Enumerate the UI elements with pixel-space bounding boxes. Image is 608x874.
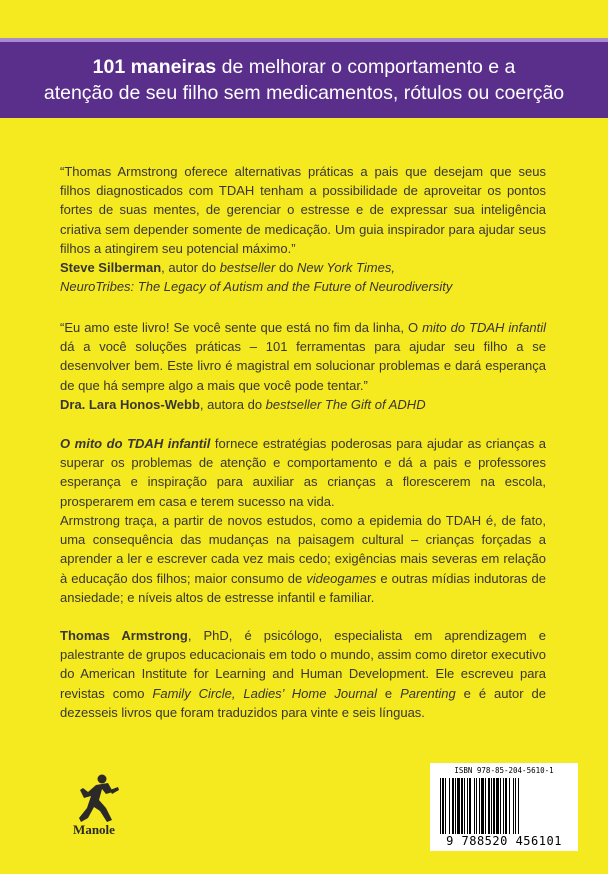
quote-text: “Thomas Armstrong oferece alternativas práticas a pais que desejam que seus filhos diagnosticados com TDAH tenham a possibilidade de aproveitar os pontos fortes de suas mentes, de gerenciar o estresse e de expressar sua inteligência criativa sem depender somente de medicação. Um guia inspirador para ajudar seus filhos a atingirem seu potencial máximo.” (60, 164, 546, 256)
tagline-rest: de melhorar o comportamento e a (216, 56, 516, 78)
publisher-name: Manole (73, 822, 115, 837)
quote-text (60, 318, 546, 395)
barcode-bar (445, 778, 446, 834)
author-name: Thomas Armstrong (60, 628, 188, 643)
barcode-bar (496, 778, 499, 834)
credit-text: , autora do (199, 396, 266, 412)
top-stripe (0, 0, 608, 38)
barcode-bar (503, 778, 504, 834)
paragraph-text (60, 626, 546, 722)
barcode-bar (500, 778, 501, 834)
barcode-bar (481, 778, 484, 834)
paragraph-body: e outras mídias indutoras de ansiedade; e níveis altos de estresse infantil e familiar. (60, 570, 546, 605)
barcode-bar (461, 778, 463, 834)
barcode-bars (440, 778, 568, 834)
credit-text: do (275, 260, 298, 276)
description-paragraph-2 (60, 511, 546, 607)
paragraph-body: e é autor de dezesseis livros que foram traduzidos para vinte e seis línguas. (60, 685, 546, 720)
quote-attribution-line2: NeuroTribes: The Legacy of Autism and the Future of Neurodiversity (60, 279, 453, 295)
quote-attribution (60, 395, 546, 414)
barcode-bar (485, 778, 486, 834)
quote-text-part: “Eu amo este livro! Se você sente que está no fim da linha, O (60, 320, 423, 335)
tagline-bold: 101 maneiras (92, 56, 217, 78)
credit-text: , autor do (161, 260, 220, 276)
barcode-bar (518, 778, 519, 834)
barcode (430, 763, 578, 851)
tagline-line-2: atenção de seu filho sem medicamentos, rótulos ou coerção (43, 82, 565, 104)
magazine-names: Parenting (400, 685, 456, 701)
barcode-bar (449, 778, 450, 834)
barcode-bar (513, 778, 514, 834)
credit-text: bestseller The Gift of ADHD (265, 396, 426, 412)
barcode-bar (505, 778, 507, 834)
barcode-bar (469, 778, 471, 834)
barcode-bar (467, 778, 468, 834)
barcode-bar (455, 778, 456, 834)
paragraph-body: Armstrong traça, a partir de novos estudos, como a epidemia do TDAH é, de fato, uma consequência das mudanças na paisagem cultural – crianças forçadas a aprender a ler e escrever cada vez mais cedo; exigências mais severas em relação à educação dos filhos; maior consumo de (60, 513, 546, 586)
barcode-bar (442, 778, 444, 834)
quote-attribution (60, 258, 546, 277)
paragraph-body: e (377, 685, 401, 701)
tagline-banner (0, 38, 608, 118)
barcode-bar (440, 778, 441, 834)
author-bio (60, 626, 546, 722)
paragraph-text (60, 511, 546, 607)
barcode-bar (474, 778, 475, 834)
paragraph-body: , PhD, é psicólogo, especialista em aprendizagem e palestrante de grupos educacionais em todo o mundo, assim como diretor executivo do American Institute for Learning and Human Development. Ele escreveu para revistas como (60, 628, 547, 701)
barcode-bar (464, 778, 465, 834)
barcode-bar (452, 778, 454, 834)
paragraph-text (60, 434, 546, 511)
barcode-bar (488, 778, 490, 834)
quote-book-title: mito do TDAH infantil (422, 320, 546, 335)
quote-author: Dra. Lara Honos-Webb (60, 396, 200, 412)
description-paragraph-1 (60, 434, 546, 511)
barcode-bar (509, 778, 510, 834)
tagline-line-1 (0, 54, 608, 80)
quote-author: Steve Silberman (60, 260, 162, 276)
barcode-bar (479, 778, 480, 834)
paragraph-emphasis: videogames (306, 570, 377, 586)
magazine-names: Family Circle, Ladies’ Home Journal (152, 685, 378, 701)
barcode-bar (476, 778, 477, 834)
barcode-bar (457, 778, 460, 834)
credit-text: New York Times, (297, 260, 395, 276)
quote-honos-webb (60, 318, 546, 414)
barcode-bar (493, 778, 495, 834)
isbn-label: ISBN 978-85-204-5610-1 (454, 766, 554, 775)
barcode-number: 9 788520 456101 (446, 834, 562, 848)
quote-silberman (60, 162, 546, 296)
quote-text-part: dá a você soluções práticas – 101 ferramentas para ajudar seu filho a se desenvolver bem. Este livro é magistral em solucionar problemas e dará esperança de que há sempre algo a mais que você pode tentar.” (60, 339, 546, 393)
book-title: O mito do TDAH infantil (60, 436, 211, 451)
barcode-bar (515, 778, 516, 834)
paragraph-body: fornece estratégias poderosas para ajudar as crianças a superar os problemas de atenção e comportamento e dá a pais e professores esperança e inspiração para auxiliar as crianças a florescerem na escola, prosperarem em casa e terem sucesso na vida. (60, 436, 546, 509)
credit-text: bestseller (219, 260, 276, 276)
barcode-bar (491, 778, 492, 834)
